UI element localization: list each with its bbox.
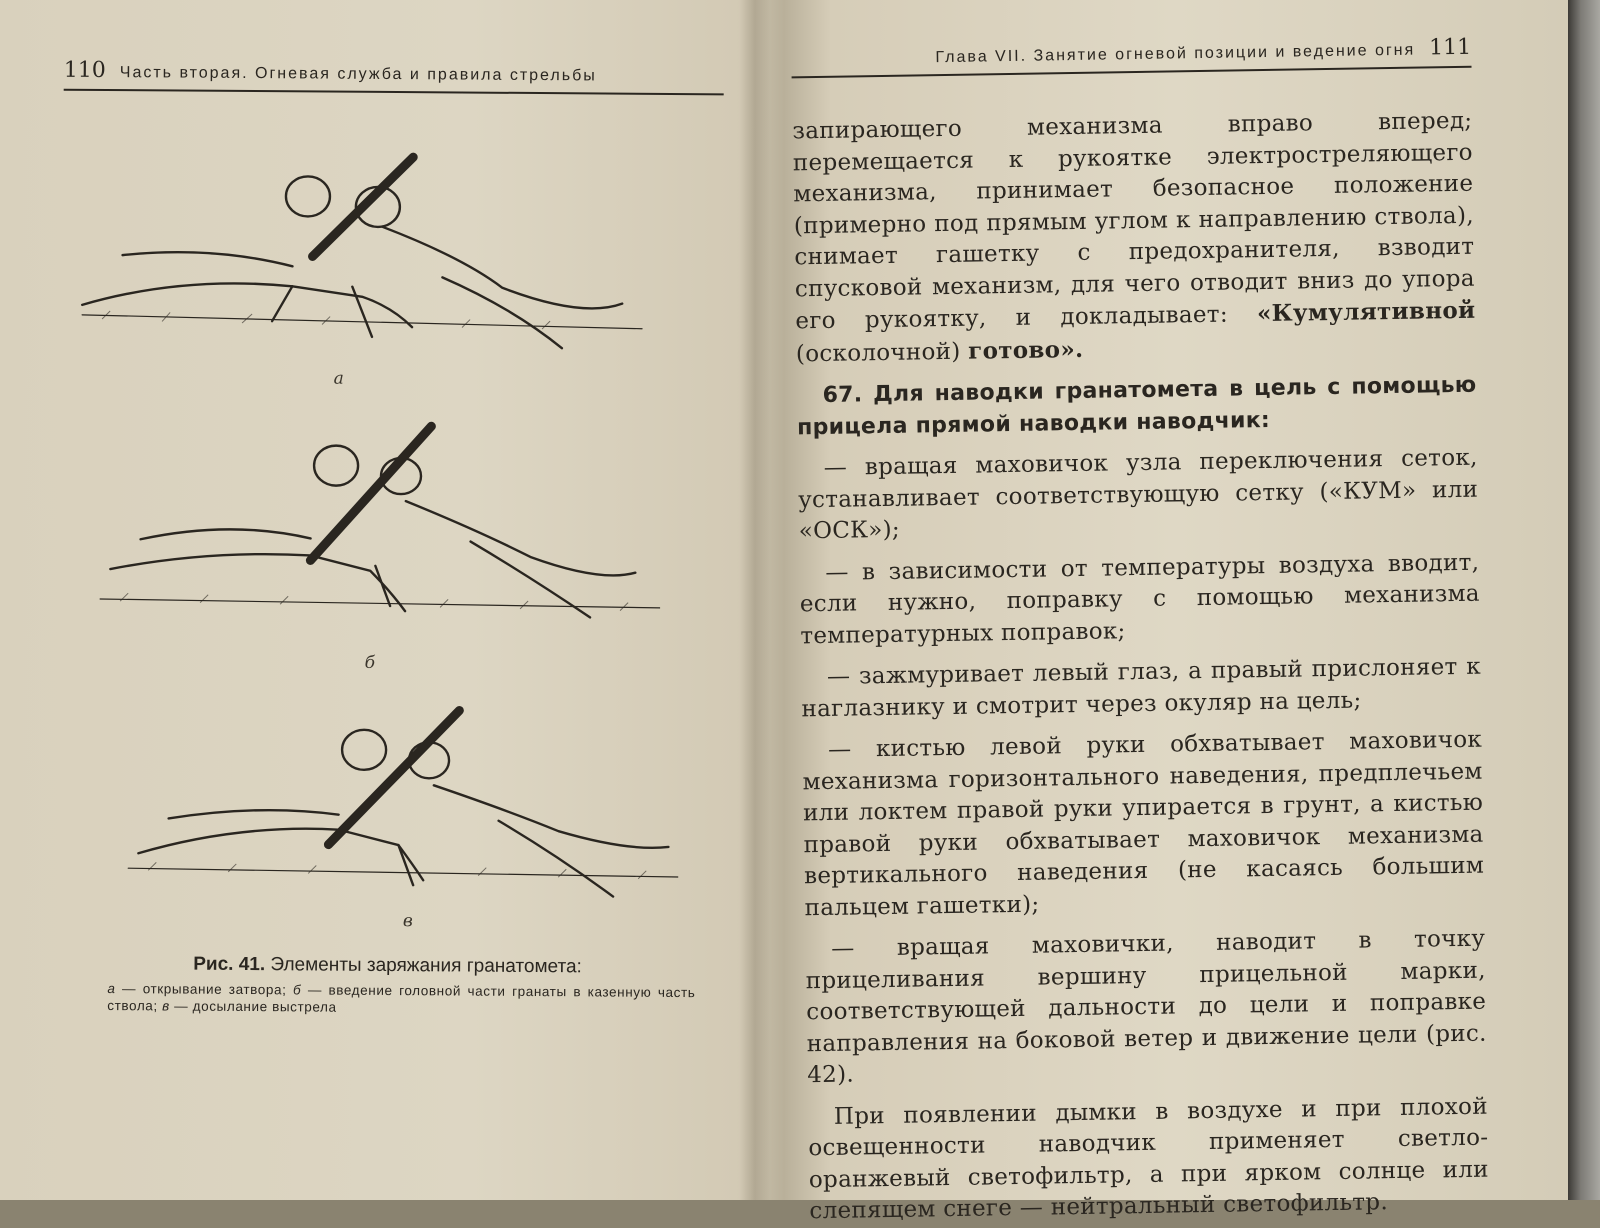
figure-b [60, 419, 722, 684]
left-page [56, 58, 724, 1183]
caption-text-c: — досылание выстрела [174, 998, 337, 1015]
list-item: — вращая маховичок узла переключения сеток, устанавливает соответствующую сетку («КУМ» или «ОСК»); [798, 444, 1479, 545]
figure-a [62, 135, 724, 400]
figure-b-label: б [364, 652, 376, 673]
book-gutter [740, 0, 770, 1200]
left-page-number: 110 [63, 57, 106, 84]
right-page-number: 111 [1429, 34, 1472, 61]
right-body-text [792, 106, 1489, 1228]
list-item: — в зависимости от температуры воздуха вводит, если нужно, поправку с помощью механизма температурных поправок; [799, 549, 1480, 649]
continued-paragraph [792, 106, 1476, 371]
caption-key-a: а [107, 981, 116, 997]
caption-text-a: — открывание затвора; [122, 981, 287, 998]
caption-text-b: — введение головной части гранаты в казенную часть ствола; [107, 982, 696, 1014]
list-item: — вращая маховички, наводит в точку прицеливания вершину прицельной марки, соответствующей дальности до цели и поправке направления на боковой ветер и движение цели (рис. 42). [805, 925, 1487, 1089]
caption-number: Рис. 41. [193, 953, 266, 976]
figure-c-illustration [58, 703, 680, 947]
section-67-heading: 67. Для наводки гранатомета в цель с помощью прицела прямой наводки наводчик: [796, 372, 1477, 440]
figure-a-illustration [62, 135, 664, 379]
caption-key-b: б [293, 982, 302, 998]
figure-b-illustration [60, 419, 662, 663]
final-paragraph: При появлении дымки в воздухе и при плохой освещенности наводчик применяет светло-оранжевый светофильтр, а при ярком солнце или слепящем снеге — нейтральный светофильтр. [808, 1093, 1490, 1225]
right-page [791, 34, 1490, 1225]
continued-paragraph-text: запирающего механизма вправо вперед; перемещается к рукоятке электростреляющего механизма, принимает безопасное положение (примерно под прямым углом к направлению ствола), снимает гашетку с предохранителя, взводит спусковой механизм, для чего отводит вниз до упора его рукоятку, и докладывает: [792, 107, 1476, 335]
report-phrase-mid: (осколочной) [795, 338, 969, 367]
right-running-head [791, 35, 1471, 79]
right-running-head-text: Глава VII. Занятие огневой позиции и ведение огня [935, 41, 1416, 67]
report-phrase-bold-2: готово». [967, 335, 1084, 365]
figure-a-label: а [333, 368, 344, 389]
caption-key-c: в [162, 998, 170, 1014]
left-running-head-text: Часть вторая. Огневая служба и правила стрельбы [119, 64, 597, 85]
caption-title-text: Элементы заряжания гранатомета: [270, 954, 582, 978]
list-item: — кистью левой руки обхватывает маховичок механизма горизонтального наведения, предплечьем или локтем правой руки упирается в грунт, а кистью правой руки обхватывает маховичок механизма вертикального наведения (не касаясь большим пальцем гашетки); [802, 726, 1485, 921]
report-phrase-bold: «Кумулятивной [1256, 296, 1476, 328]
left-running-head [64, 58, 724, 96]
figure-c-label: в [402, 911, 413, 932]
list-item: — зажмуривает левый глаз, а правый прислоняет к наглазнику и смотрит через окуляр на цель; [801, 653, 1482, 722]
caption-body [107, 981, 695, 1019]
figure-c [58, 703, 720, 968]
book-edge-background [1568, 0, 1600, 1200]
